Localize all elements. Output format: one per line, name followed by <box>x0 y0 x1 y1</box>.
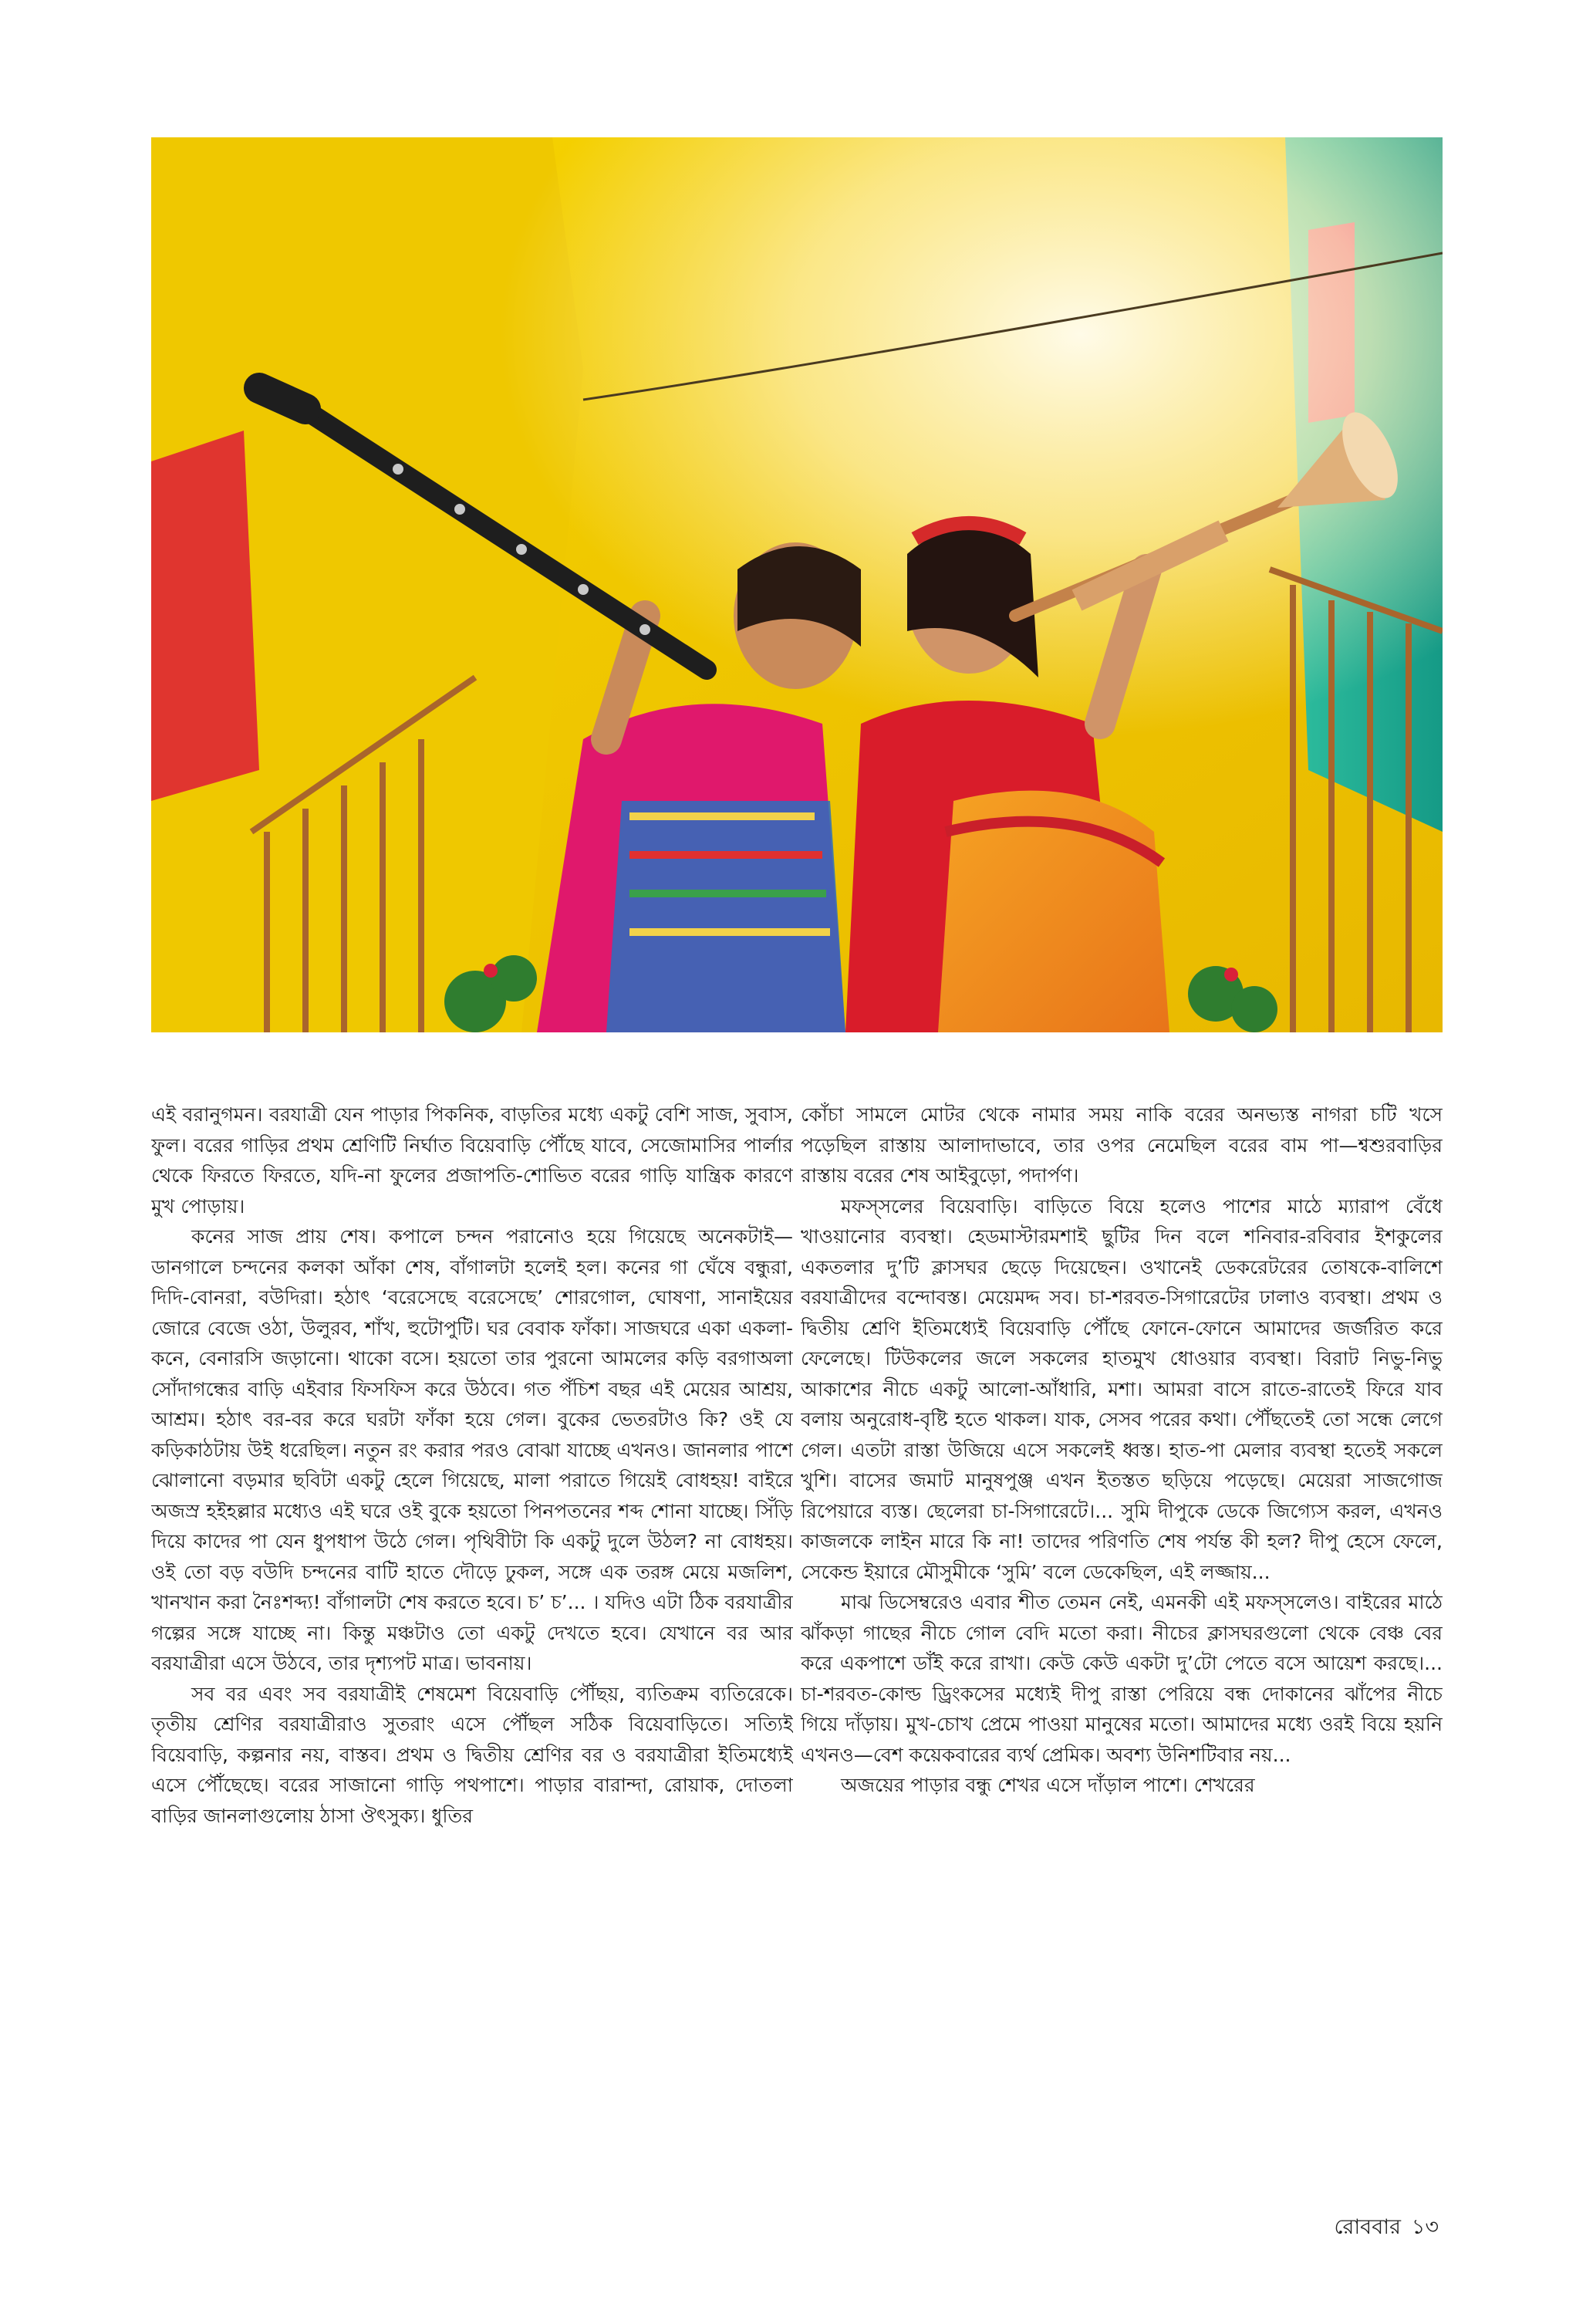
paragraph: কনের সাজ প্রায় শেষ। কপালে চন্দন পরানোও হয়ে গিয়েছে অনেকটাই—ডানগালে চন্দনের কলকা আঁকা শেষ, বাঁগালটা হলেই হল। কনের গা ঘেঁষে বন্ধুরা, দিদি-বোনরা, বউদিরা। হঠাৎ ‘বরেসেছে বরেসেছে’ শোরগোল, ঘোষণা, সানাইয়ের জোরে বেজে ওঠা, উলুরব, শাঁখ, হুটোপুটি। ঘর বেবাক ফাঁকা। সাজঘরে একা একলা-কনে, বেনারসি জড়ানো। থাকো বসে। হয়তো তার পুরনো আমলের কড়ি বরগাঅলা সোঁদাগন্ধের বাড়ি এইবার ফিসফিস করে উঠবে। গত পঁচিশ বছর এই মেয়ের আশ্রয়, আশ্রম। হঠাৎ বর-বর করে ঘরটা ফাঁকা হয়ে গেল। বুকের ভেতরটাও কি? ওই যে কড়িকাঠটায় উই ধরেছিল। নতুন রং করার পরও বোঝা যাচ্ছে এখনও। জানলার পাশে ঝোলানো বড়মার ছবিটা একটু হেলে গিয়েছে, মালা পরাতে গিয়েই বোধহয়! বাইরে অজস্র হইহল্লার মধ্যেও এই ঘরে ওই বুকে হয়তো পিনপতনের শব্দ শোনা যাচ্ছে। সিঁড়ি দিয়ে কাদের পা যেন ধুপধাপ উঠে গেল। পৃথিবীটা কি একটু দুলে উঠল? না বোধহয়। ওই তো বড় বউদি চন্দনের বাটি হাতে দৌড়ে ঢুকল, সঙ্গে এক তরঙ্গ মেয়ে মজলিশ, খানখান করা নৈঃশব্দ্য! বাঁগালটা শেষ করতে হবে। চ’ চ’... । যদিও এটা ঠিক বরযাত্রীর গল্পের সঙ্গে যাচ্ছে না। কিন্তু মঞ্চটাও তো একটু দেখতে হবে। যেখানে বর আর বরযাত্রীরা এসে উঠবে, তার দৃশ্যপট মাত্র। ভাবনায়। <box>151 1225 793 1674</box>
paragraph: কোঁচা সামলে মোটর থেকে নামার সময় নাকি বরের অনভ্যস্ত নাগরা চটি খসে পড়েছিল রাস্তায় আলাদাভাবে, তার ওপর নেমেছিল বরের বাম পা—শ্বশুরবাড়ির রাস্তায় বরের শেষ আইবুড়ো, পদার্পণ। <box>801 1103 1443 1187</box>
paragraph: মফস্সলের বিয়েবাড়ি। বাড়িতে বিয়ে হলেও পাশের মাঠে ম্যারাপ বেঁধে খাওয়ানোর ব্যবস্থা। হেডমাস্টারমশাই ছুটির দিন বলে শনিবার-রবিবার ইশকুলের একতলার দু’টি ক্লাসঘর ছেড়ে দিয়েছেন। ওখানেই ডেকরেটরের তোষকে-বালিশে বরযাত্রীদের বন্দোবস্ত। মেয়েমদ্দ সব। চা-শরবত-সিগারেটের ঢালাও ব্যবস্থা। প্রথম ও দ্বিতীয় শ্রেণি ইতিমধ্যেই বিয়েবাড়ি পৌঁছে ফোনে-ফোনে আমাদের জর্জরিত করে ফেলেছে। টিউকলের জলে সকলের হাতমুখ ধোওয়ার ব্যবস্থা। বিরাট নিভু-নিভু আকাশের নীচে একটু আলো-আঁধারি, মশা। আমরা বাসে রাতে-রাতেই ফিরে যাব বলায় অনুরোধ-বৃষ্টি হতে থাকল। যাক, সেসব পরের কথা। পৌঁছতেই তো সন্ধে লেগে গেল। এতটা রাস্তা উজিয়ে এসে সকলেই ধ্বস্ত। হাত-পা মেলার ব্যবস্থা হতেই সকলে খুশি। বাসের জমাট মানুষপুঞ্জ এখন ইতস্তত ছড়িয়ে পড়েছে। মেয়েরা সাজগোজ রিপেয়ারে ব্যস্ত। ছেলেরা চা-সিগারেটে।... সুমি দীপুকে ডেকে জিগ্যেস করল, এখনও কাজলকে লাইন মারে কি না! তাদের পরিণতি শেষ পর্যন্ত কী হল? দীপু হেসে ফেলে, সেকেন্ড ইয়ারে মৌসুমীকে ‘সুমি’ বলে ডেকেছিল, এই লজ্জায়... <box>801 1194 1443 1583</box>
page-number: ১৩ <box>1411 2215 1439 2239</box>
paragraph: সব বর এবং সব বরযাত্রীই শেষমেশ বিয়েবাড়ি পৌঁছয়, ব্যতিক্রম ব্যতিরেকে। তৃতীয় শ্রেণির বরযাত্রীরাও সুতরাং এসে পৌঁছল সঠিক বিয়েবাড়িতে। সত্যিই বিয়েবাড়ি, কল্পনার নয়, বাস্তব। প্রথম ও দ্বিতীয় শ্রেণির বর ও বরযাত্রীরা ইতিমধ্যেই এসে পৌঁছেছে। বরের সাজানো গাড়ি পথপাশে। পাড়ার বারান্দা, রোয়াক, দোতলা বাড়ির জানলাগুলোয় ঠাসা ঔৎসুক্য। ধুতির <box>151 1682 793 1827</box>
feature-photo <box>151 137 1443 1032</box>
paragraph: মাঝ ডিসেম্বরেও এবার শীত তেমন নেই, এমনকী এই মফস্সলেও। বাইরের মাঠে ঝাঁকড়া গাছের নীচে গোল বেদি মতো করা। নীচের ক্লাসঘরগুলো থেকে বেঞ্চ বের করে একপাশে ডাঁই করে রাখা। কেউ কেউ একটা দু’টো পেতে বসে আয়েশ করছে।... চা-শরবত-কোল্ড ড্রিংকসের মধ্যেই দীপু রাস্তা পেরিয়ে বন্ধ দোকানের ঝাঁপের নীচে গিয়ে দাঁড়ায়। মুখ-চোখ প্রেমে পাওয়া মানুষের মতো। আমাদের মধ্যে ওরই বিয়ে হয়নি এখনও—বেশ কয়েকবারের ব্যর্থ প্রেমিক। অবশ্য উনিশটিবার নয়... <box>801 1591 1443 1766</box>
page-footer <box>1335 2211 1439 2246</box>
magazine-name: রোববার <box>1334 2215 1401 2239</box>
paragraph: এই বরানুগমন। বরযাত্রী যেন পাড়ার পিকনিক, বাড়তির মধ্যে একটু বেশি সাজ, সুবাস, ফুল। বরের গাড়ির প্রথম শ্রেণিটি নির্ঘাত বিয়েবাড়ি পৌঁছে যাবে, সেজোমাসির পার্লার থেকে ফিরতে ফিরতে, যদি-না ফুলের প্রজাপতি-শোভিত বরের গাড়ি যান্ত্রিক কারণে মুখ পোড়ায়। <box>151 1103 793 1218</box>
article-column-left <box>151 1100 793 2195</box>
paragraph: অজয়ের পাড়ার বন্ধু শেখর এসে দাঁড়াল পাশে। শেখরের <box>841 1774 1255 1796</box>
article-column-right <box>801 1100 1443 2195</box>
photo-of-two-women-playing-clarinet-and-trumpet <box>151 137 1443 1032</box>
